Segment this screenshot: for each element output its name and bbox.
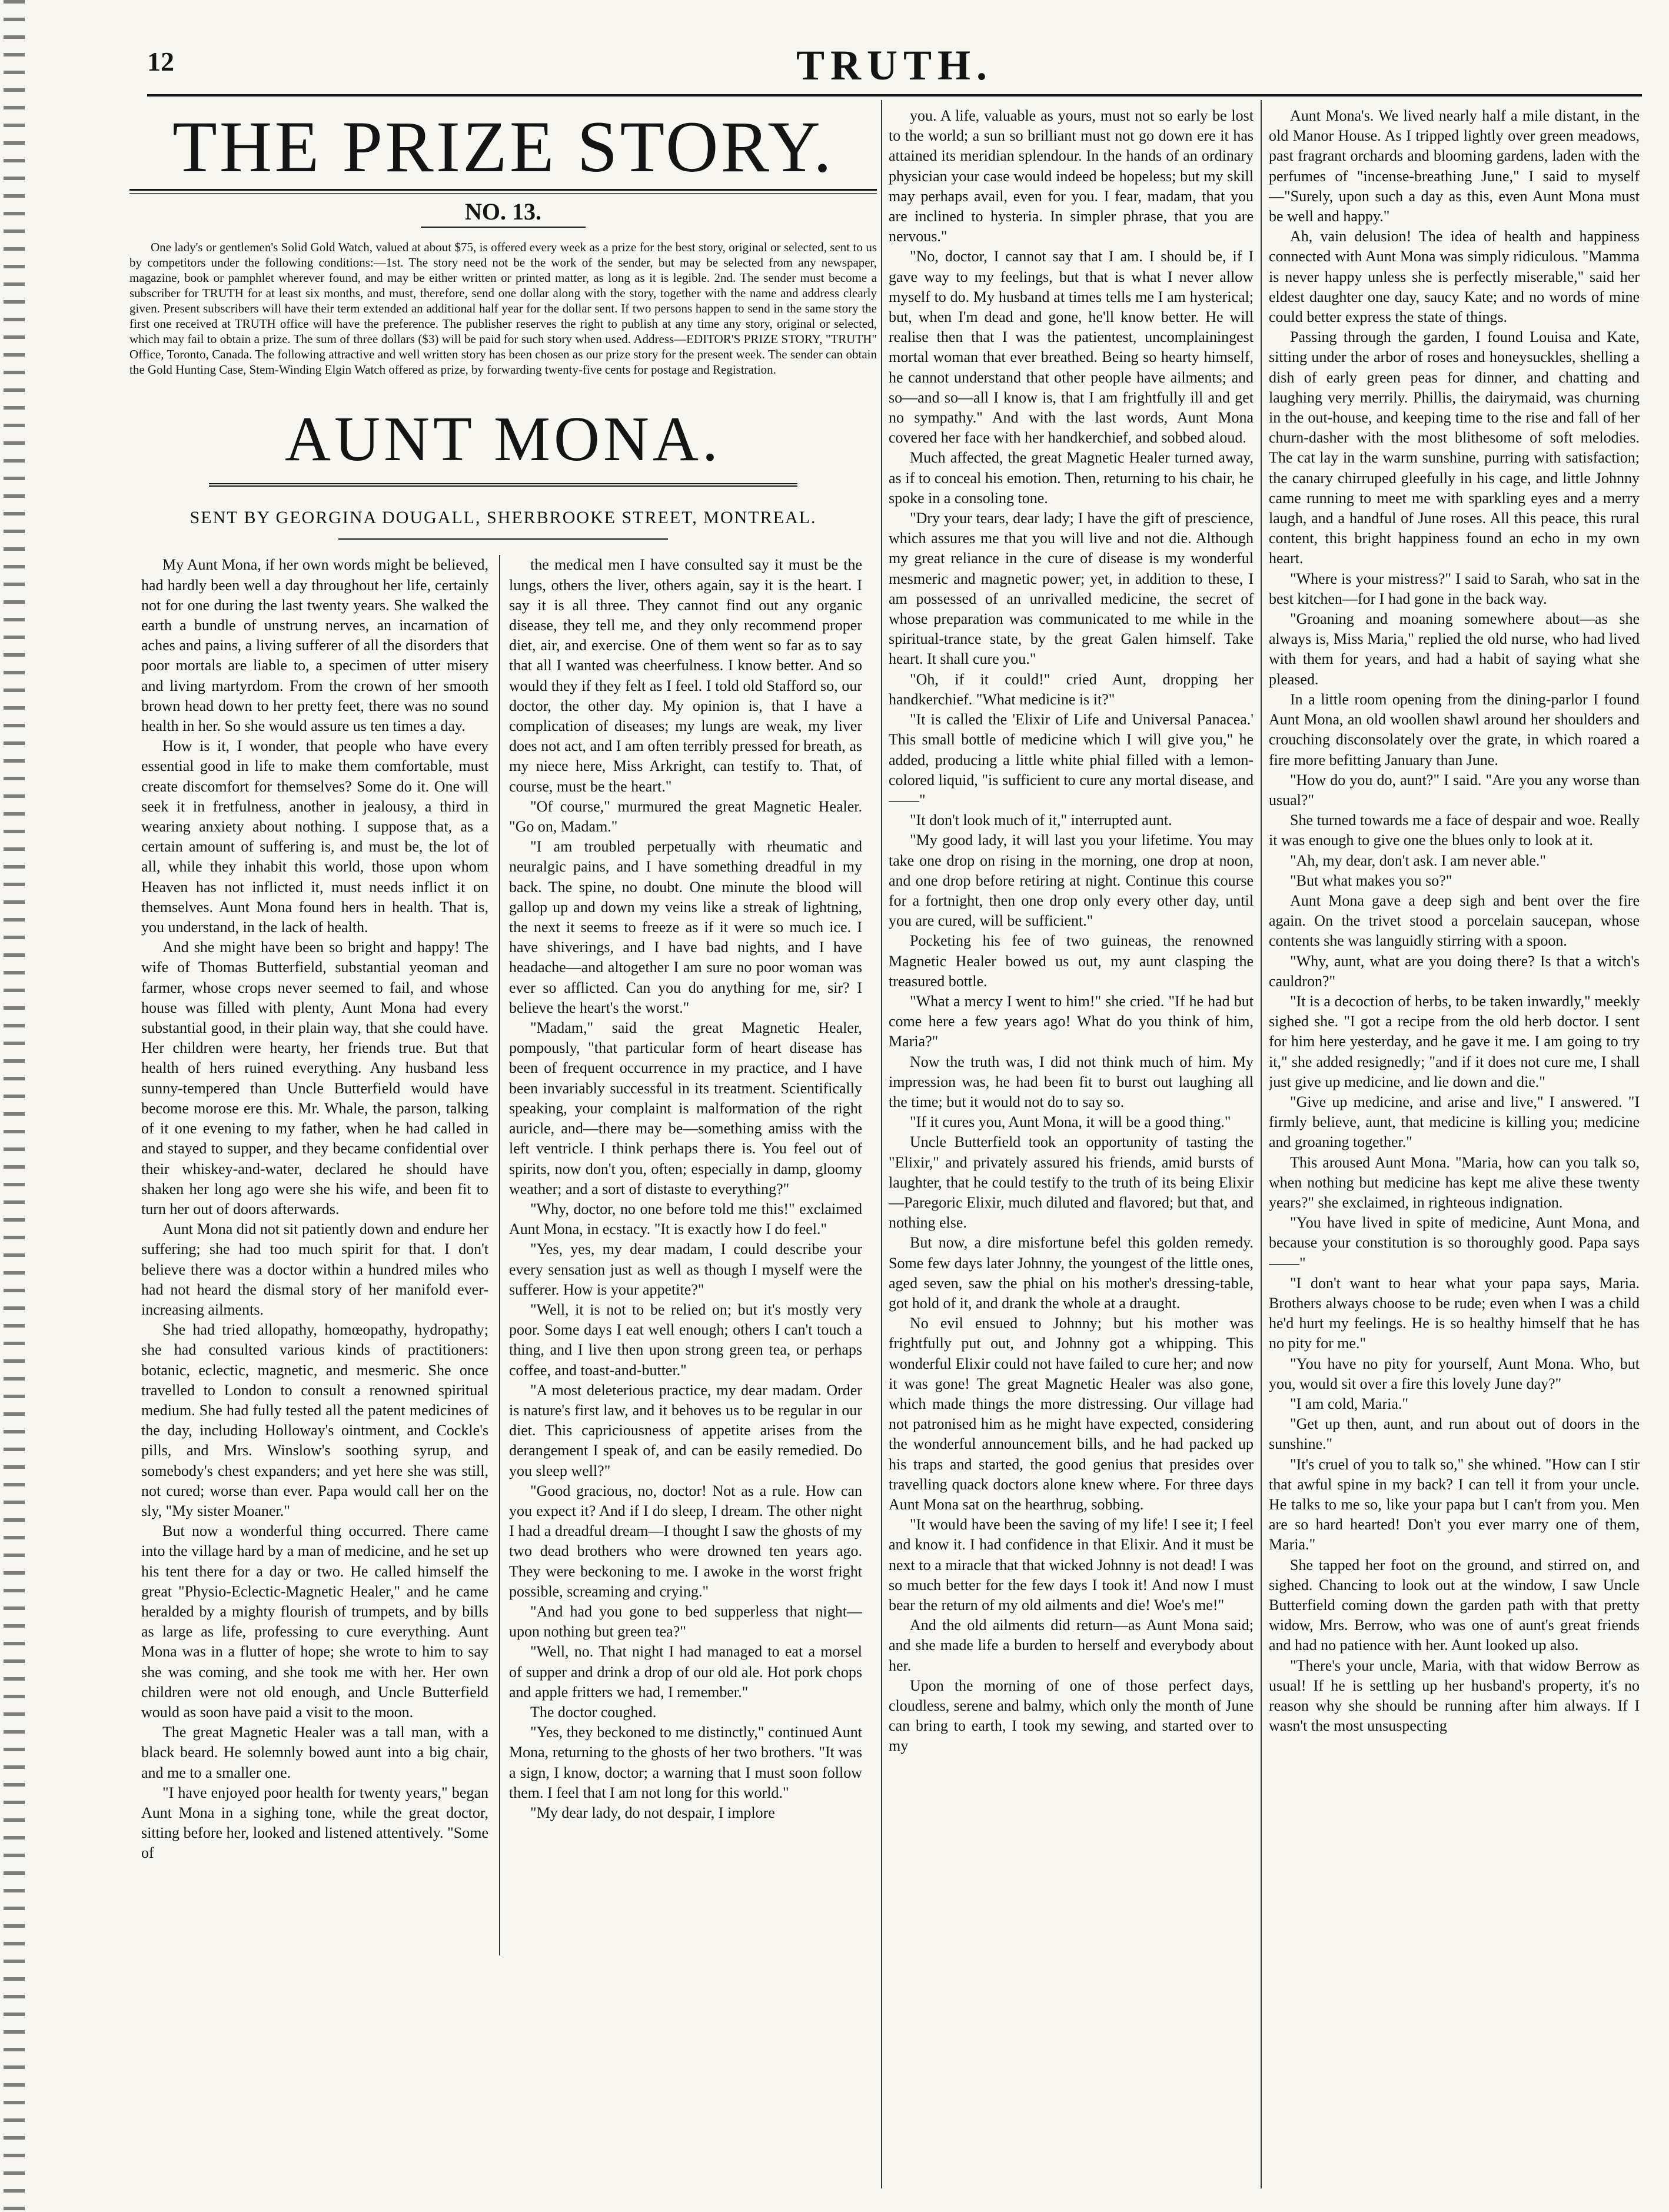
paragraph: "You have lived in spite of medicine, Aunt Mona, and because your constitution is so thoroughly good. Papa says——" <box>1269 1214 1640 1272</box>
paragraph: "Oh, if it could!" cried Aunt, dropping her handkerchief. "What medicine is it?" <box>889 670 1254 708</box>
paragraph: "No, doctor, I cannot say that I am. I should be, if I gave way to my feelings, but that is what I never allow myself to do. My husband at times tells me I am hysterical; but, when I'm dead and gone, he'll know better. He will realise then that I was the patientest, uncomplainingest mortal woman that ever breathed. Being so hearty himself, he cannot understand that other people have ailments; and so—and so—all I know is, that I am frightfully ill and get no sympathy." And with the last words, Aunt Mona covered her face with her handkerchief, and sobbed aloud. <box>889 248 1254 447</box>
paragraph: "It don't look much of it," interrupted aunt. <box>910 811 1172 829</box>
paragraph: But now, a dire misfortune befel this golden remedy. Some few days later Johnny, the youngest of the little ones, aged seven, saw the phial on his mother's dressing-table, got hold of it, and drank the whole at a draught. <box>889 1234 1254 1312</box>
paragraph: "My good lady, it will last you your lifetime. You may take one drop on rising in the morning, one drop at noon, and one drop before retiring at night. Continue this course for a fortnight, then one drop only every other day, until you are cured, will be sufficient." <box>889 831 1254 930</box>
paragraph: This aroused Aunt Mona. "Maria, how can you talk so, when nothing but medicine has kept me alive these twenty years?" she exclaimed, in righteous indignation. <box>1269 1153 1640 1211</box>
paragraph: "You have no pity for yourself, Aunt Mona. Who, but you, would sit over a fire this lovely June day?" <box>1269 1355 1640 1392</box>
paragraph: Passing through the garden, I found Louisa and Kate, sitting under the arbor of roses and honeysuckles, shelling a dish of early green peas for dinner, and chatting and laughing very merrily. Phillis, the dairymaid, was churning in the out-house, and keeping time to the rise and fall of her churn-dasher with the most blithesome of soft melodies. The cat lay in the warm sunshine, purring with satisfaction; the canary chirruped gleefully in his cage, and little Johnny came running to meet me with sparkling eyes and a merry laugh, and a handful of June roses. All this peace, this rural content, this bright happiness found an echo in my own heart. <box>1269 328 1640 567</box>
paragraph: "I am troubled perpetually with rheumatic and neuralgic pains, and I have something dreadful in my back. The spine, no doubt. One minute the blood will gallop up and down my veins like a streak of lightning, the next it seems to freeze as if it were so much ice. I have shiverings, and I have bad nights, and I have headache—and altogether I am sure no poor woman was ever so afflicted. Can you do anything for me, sir? I believe the heart's the worst." <box>509 838 862 1016</box>
binding-edge <box>4 0 25 2212</box>
paragraph: Now the truth was, I did not think much of him. My impression was, he had been fit to burst out laughing all the time; but it would not do to say so. <box>889 1053 1254 1110</box>
column-rule <box>499 555 500 1955</box>
paragraph: No evil ensued to Johnny; but his mother was frightfully put out, and Johnny got a whipping. This wonderful Elixir could not have failed to cure her; and now it was gone! The great Magnetic Healer was also gone, which made things the more distressing. Our village had not patronised him as he might have expected, considering the wonderful announcement bills, and he had packed up his traps and started, the good genius that presides over travelling quack doctors alone knew where. For three days Aunt Mona sat on the hearthrug, sobbing. <box>889 1315 1254 1514</box>
story-body-two-columns <box>129 555 877 1955</box>
divider <box>421 227 586 228</box>
story-title-block <box>209 401 797 487</box>
paragraph: "Give up medicine, and arise and live," I answered. "I firmly believe, aunt, that medicine is killing you; medicine and groaning together." <box>1269 1093 1640 1151</box>
paragraph: She turned towards me a face of despair and woe. Really it was enough to give one the blues only to look at it. <box>1269 811 1640 849</box>
paragraph: "But what makes you so?" <box>1290 872 1452 889</box>
paragraph: Much affected, the great Magnetic Healer turned away, as if to conceal his emotion. Then, returning to his chair, he spoke in a consoling tone. <box>889 449 1254 507</box>
column-3 <box>889 106 1254 2177</box>
paragraph: In a little room opening from the dining-parlor I found Aunt Mona, an old woollen shawl around her shoulders and crouching disconsolately over the grate, in which roared a fire more befitting January than June. <box>1269 690 1640 769</box>
paragraph: "Why, aunt, what are you doing there? Is that a witch's cauldron?" <box>1269 952 1640 990</box>
paragraph: "Why, doctor, no one before told me this!" exclaimed Aunt Mona, in ecstacy. "It is exactly how I do feel." <box>509 1200 862 1238</box>
paragraph: The doctor coughed. <box>530 1703 657 1721</box>
paragraph: "Well, no. That night I had managed to eat a morsel of supper and drink a drop of our old ale. Hot pork chops and apple fritters we had, I remember." <box>509 1643 862 1701</box>
paragraph: The great Magnetic Healer was a tall man, with a black beard. He solemnly bowed aunt into a big chair, and me to a smaller one. <box>141 1724 488 1781</box>
paragraph: "It's cruel of you to talk so," she whined. "How can I stir that awful spine in my back? I can tell it from your uncle. He talks to me so, like your papa but I can't from you. Men are so hard hearted! Don't you ever marry one of them, Maria." <box>1269 1455 1640 1554</box>
story-title: AUNT MONA. <box>209 401 797 487</box>
paragraph: "Groaning and moaning somewhere about—as she always is, Miss Maria," replied the old nurse, who had lived with them for years, and had a habit of saying what she pleased. <box>1269 610 1640 688</box>
paragraph: "Of course," murmured the great Magnetic Healer. "Go on, Madam." <box>509 797 862 836</box>
paragraph: "There's your uncle, Maria, with that widow Berrow as usual! If he is settling up her husband's property, it's no reason why she should be running after him always. If I wasn't the most unsuspecting <box>1269 1656 1640 1735</box>
paragraph: "I have enjoyed poor health for twenty years," began Aunt Mona in a sighing tone, while the great doctor, sitting before her, looked and listened attentively. "Some of <box>141 1784 488 1862</box>
paragraph: "What a mercy I went to him!" she cried. "If he had but come here a few years ago! What do you think of him, Maria?" <box>889 992 1254 1050</box>
paragraph: How is it, I wonder, that people who have every essential good in life to make them comfortable, must create discomfort for themselves? Some do it. One will seek it in fretfulness, another in jealousy, a third in wearing anxiety about nothing. I suppose that, as a certain amount of suffering is, and must be, the lot of all, while they inhabit this world, those upon whom Heaven has not inflicted it, must needs inflict it on themselves. Aunt Mona found hers in health. That is, you understand, in the lack of health. <box>141 737 488 936</box>
paragraph: "I don't want to hear what your papa says, Maria. Brothers always choose to be rude; even when I was a child he'd hurt my feelings. He is so healthy himself that he has no pity for me." <box>1269 1274 1640 1352</box>
page-number: 12 <box>147 46 174 76</box>
paragraph: She tapped her foot on the ground, and stirred on, and sighed. Chancing to look out at the window, I saw Uncle Butterfield coming down the garden path with that pretty widow, Mrs. Berrow, who was one of aunt's great friends and had no patience with her. Aunt looked up also. <box>1269 1556 1640 1654</box>
paragraph: "And had you gone to bed supperless that night—upon nothing but green tea?" <box>509 1602 862 1641</box>
paragraph: Aunt Mona gave a deep sigh and bent over the fire again. On the trivet stood a porcelain saucepan, whose contents she was languidly stirring with a spoon. <box>1269 892 1640 950</box>
divider <box>129 189 877 194</box>
paragraph: And the old ailments did return—as Aunt Mona said; and she made life a burden to herself and everybody about her. <box>889 1616 1254 1674</box>
paragraph: "If it cures you, Aunt Mona, it will be a good thing." <box>910 1113 1231 1131</box>
paragraph: "It is a decoction of herbs, to be taken inwardly," meekly sighed she. "I got a recipe from the old herb doctor. I sent for him here yesterday, and he gave it me. I am going to try it," she added resignedly; "and if it does not cure me, I shall just give up medicine, and lie down and die." <box>1269 992 1640 1090</box>
paragraph: "Ah, my dear, don't ask. I am never able." <box>1290 851 1546 869</box>
paragraph: "A most deleterious practice, my dear madam. Order is nature's first law, and it behoves us to be regular in our diet. This capriciousness of appetite arises from the derangement I speak of, and can be easily remedied. Do you sleep well?" <box>509 1381 862 1479</box>
paragraph: She had tried allopathy, homœopathy, hydropathy; she had consulted various kinds of practitioners: botanic, eclectic, magnetic, and mesmeric. She once travelled to London to consult a renowned spiritual medium. She had fully tested all the patent medicines of the day, including Holloway's ointment, and Cockle's pills, and Mrs. Winslow's soothing syrup, and somebody's chest expanders; and yet here she was still, not cured; worse than ever. Papa would call her on the sly, "My sister Moaner." <box>141 1321 488 1519</box>
paragraph: "It would have been the saving of my life! I see it; I feel and know it. I had confidence in that Elixir. And it must be next to a miracle that that wicked Johnny is not dead! I was so much better for the few days I took it! And now I must bear the return of my old ailments and die! Woe's me!" <box>889 1516 1254 1614</box>
paragraph: "Get up then, aunt, and run about out of doors in the sunshine." <box>1269 1415 1640 1453</box>
paragraph: Aunt Mona did not sit patiently down and endure her suffering; she had too much spirit for that. I don't believe there was a doctor within a hundred miles who had not heard the dismal story of her manifold ever-increasing ailments. <box>141 1220 488 1318</box>
paragraph: And she might have been so bright and happy! The wife of Thomas Butterfield, substantial yeoman and farmer, whose crops never seemed to fail, and whose house was filled with plenty, Aunt Mona had every substantial good, in their plain way, that she could have. Her children were hearty, her friends true. But that health of hers ruined everything. Any husband less sunny-tempered than Uncle Butterfield would have become morose ere this. Mr. Whale, the parson, talking of it one evening to my father, when he had called in and stayed to supper, and they became confidential over their whiskey-and-water, declared he should have shaken her long ago were she his wife, and been fit to turn her out of doors afterwards. <box>141 939 488 1218</box>
paragraph: "It is called the 'Elixir of Life and Universal Panacea.' This small bottle of medicine which I will give you," he added, producing a little white phial filled with a lemon-colored liquid, "is sufficient to cure any mortal disease, and——" <box>889 711 1254 809</box>
paragraph: "Where is your mistress?" I said to Sarah, who sat in the best kitchen—for I had gone in the back way. <box>1269 570 1640 607</box>
paragraph: "My dear lady, do not despair, I implore <box>530 1804 775 1821</box>
paragraph: the medical men I have consulted say it must be the lungs, others the liver, others again, say it is the heart. I say it is all three. They cannot find out any organic disease, they tell me, and they only recommend proper diet, air, and exercise. One of them went so far as to say that all I wanted was cheerfulness. I know better. And so would they if they felt as I feel. I told old Stafford so, our doctor, the other day. My opinion is, that I have a complication of diseases; my lungs are weak, my liver does not act, and I am often terribly pressed for breath, as my niece here, Miss Arkright, can testify to. That, of course, must be the heart." <box>509 556 862 795</box>
paragraph: Pocketing his fee of two guineas, the renowned Magnetic Healer bowed us out, my aunt clasping the treasured bottle. <box>889 932 1254 990</box>
newspaper-title: TRUTH. <box>796 42 993 89</box>
paragraph: "Dry your tears, dear lady; I have the gift of prescience, which assures me that you will live and not die. Although my great reliance in the cure of disease is my wonderful mesmeric and magnetic power; yet, in addition to these, I am possessed of an unrivalled medicine, the secret of whose preparation was communicated to me while in the spiritual-trance state, by the great Galen himself. Take heart. It shall cure you." <box>889 510 1254 668</box>
paragraph: "Yes, yes, my dear madam, I could describe your every sensation just as well as though I myself were the sufferer. How is your appetite?" <box>509 1240 862 1298</box>
paragraph: "I am cold, Maria." <box>1290 1395 1408 1412</box>
prize-story-header <box>129 109 877 228</box>
paragraph: Aunt Mona's. We lived nearly half a mile distant, in the old Manor House. As I tripped lightly over green meadows, past fragrant orchards and blooming gardens, laden with the perfumes of "incense-breathing June," I said to myself—"Surely, upon such a day as this, even Aunt Mona must be well and happy." <box>1269 107 1640 225</box>
column-4 <box>1269 106 1640 2177</box>
paragraph: "Madam," said the great Magnetic Healer, pompously, "that particular form of heart disease has been of frequent occurrence in my practice, and I have been invariably successful in its treatment. Scientifically speaking, your complaint is malformation of the right auricle, and—there may be—something amiss with the left ventricle. I think perhaps there is. You feel out of spirits, now don't you, often; especially in damp, gloomy weather; and a sort of distaste to everything?" <box>509 1019 862 1198</box>
byline: SENT BY GEORGINA DOUGALL, SHERBROOKE STREET, MONTREAL. <box>189 508 817 528</box>
column-2 <box>509 555 862 1955</box>
prize-conditions: One lady's or gentlemen's Solid Gold Watch, valued at about $75, is offered every week as a prize for the best story, original or selected, sent to us by competitors under the following conditions:—1st. The story need not be the work of the sender, but may be selected from any newspaper, magazine, book or pamphlet wherever found, and may be either written or printed matter, as long as it is legible. 2nd. The sender must become a subscriber for TRUTH for at least six months, and must, therefore, send one dollar along with the story, together with the name and address clearly given. Present subscribers will have their term extended an additional half year for the dollar sent. If two persons happen to send in the same story the first one received at TRUTH office will have the preference. The publisher reserves the right to publish at any time any story, original or selected, which may fail to obtain a prize. The sum of three dollars ($3) will be paid for such story when used. Address—EDITOR'S PRIZE STORY, "TRUTH" Office, Toronto, Canada. The following attractive and well written story has been chosen as our prize story for the present week. The sender can obtain the Gold Hunting Case, Stem-Winding Elgin Watch offered as prize, by forwarding twenty-five cents for postage and Registration. <box>129 240 877 377</box>
paragraph: Upon the morning of one of those perfect days, cloudless, serene and balmy, which only the month of June can bring to earth, I took my sewing, and started over to my <box>889 1677 1254 1755</box>
column-rule <box>1261 100 1262 2188</box>
paragraph: "How do you do, aunt?" I said. "Are you any worse than usual?" <box>1269 771 1640 809</box>
paragraph: "Good gracious, no, doctor! Not as a rule. How can you expect it? And if I do sleep, I dream. The other night I had a dreadful dream—I thought I saw the ghosts of my two dead brothers who were drowned ten years ago. They were beckoning to me. I awoke in the worst fright possible, screaming and crying." <box>509 1482 862 1600</box>
paragraph: Uncle Butterfield took an opportunity of tasting the "Elixir," and privately assured his friends, amid bursts of laughter, that he could testify to the truth of its being Elixir—Paregoric Elixir, much diluted and flavored; but that, and nothing else. <box>889 1133 1254 1232</box>
paragraph: you. A life, valuable as yours, must not so early be lost to the world; a sun so brilliant must not go down ere it has attained its meridian splendour. In the hands of an ordinary physician your case would indeed be hopeless; but my skill may perhaps avail, even for you. I fear, madam, that you are inclined to hysteria. In simpler phrase, that you are nervous." <box>889 107 1254 245</box>
column-rule <box>881 100 882 2188</box>
paragraph: Ah, vain delusion! The idea of health and happiness connected with Aunt Mona was simply ridiculous. "Mamma is never happy unless she is perfectly miserable," said her eldest daughter one day, saucy Kate; and no words of mine could better express the state of things. <box>1269 228 1640 326</box>
story-header-block <box>129 109 877 2177</box>
masthead <box>147 41 1642 97</box>
section-title: THE PRIZE STORY. <box>172 109 834 187</box>
paragraph: My Aunt Mona, if her own words might be believed, had hardly been well a day throughout her life, certainly not for one during the last twenty years. She walked the earth a bundle of unstrung nerves, an incarnation of aches and pains, a living sufferer of all the disorders that poor mortals are liable to, a specimen of utter misery and living martyrdom. From the crown of her smooth brown head down to her pretty feet, there was no sound health in her. So she would assure us ten times a day. <box>141 556 488 735</box>
paragraph: "Well, it is not to be relied on; but it's mostly very poor. Some days I eat well enough; others I can't touch a thing, and I live then upon strong green tea, or perhaps coffee, and toast-and-butter." <box>509 1300 862 1379</box>
column-1 <box>141 555 488 1955</box>
divider <box>338 538 668 540</box>
paragraph: But now a wonderful thing occurred. There came into the village hard by a man of medicine, and he set up his tent there for a day or two. He called himself the great "Physio-Eclectic-Magnetic Healer," and he came heralded by a mighty flourish of trumpets, and by bills as large as life, professing to cure everything. Aunt Mona was in a flutter of hope; she wrote to him to say she was coming, and she took me with her. Her own children were not old enough, and Uncle Butterfield would as soon have paid a visit to the moon. <box>141 1522 488 1721</box>
issue-number: NO. 13. <box>465 198 541 225</box>
paragraph: "Yes, they beckoned to me distinctly," continued Aunt Mona, returning to the ghosts of her two brothers. "It was a sign, I know, doctor; a warning that I must soon follow them. I feel that I am not long for this world." <box>509 1724 862 1801</box>
